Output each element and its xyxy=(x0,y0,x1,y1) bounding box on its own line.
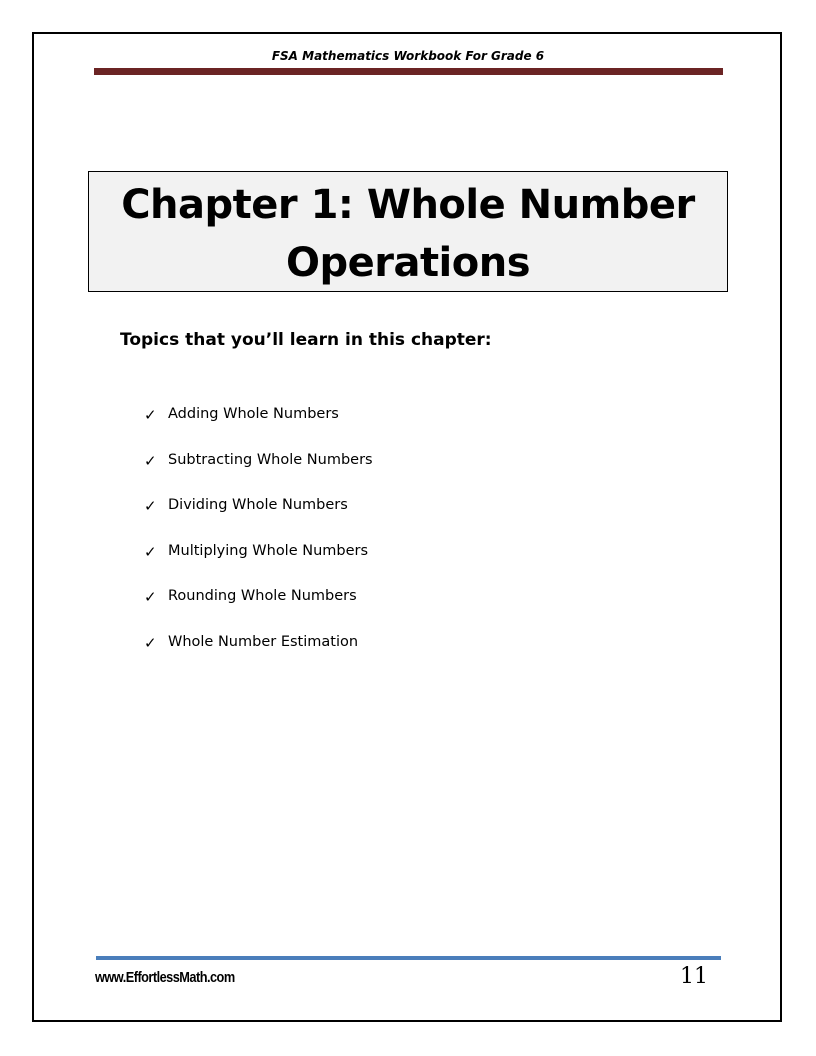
checkmark-icon: ✓ xyxy=(144,588,157,606)
topic-label: Dividing Whole Numbers xyxy=(168,497,348,513)
checkmark-icon: ✓ xyxy=(144,633,157,652)
topic-item-dividing xyxy=(144,497,373,543)
header-title: FSA Mathematics Workbook For Grade 6 xyxy=(271,49,545,63)
checkmark-icon: ✓ xyxy=(144,542,157,561)
page-number: 11 xyxy=(680,964,708,989)
topic-item-multiplying xyxy=(144,543,373,589)
topic-item-adding xyxy=(144,406,373,452)
chapter-title-line-2: Operations xyxy=(285,240,531,286)
chapter-title xyxy=(89,176,727,292)
footer-website: www.EffortlessMath.com xyxy=(95,970,235,986)
topic-label: Whole Number Estimation xyxy=(168,633,359,650)
topic-list xyxy=(144,406,373,679)
checkmark-icon: ✓ xyxy=(144,497,157,515)
topic-item-subtracting xyxy=(144,452,373,498)
checkmark-icon: ✓ xyxy=(144,406,157,424)
chapter-title-box xyxy=(88,171,728,292)
topic-label: Subtracting Whole Numbers xyxy=(168,451,373,468)
header-divider xyxy=(94,68,723,75)
topics-heading: Topics that you’ll learn in this chapter: xyxy=(120,330,492,350)
topic-label: Adding Whole Numbers xyxy=(168,406,339,422)
checkmark-icon: ✓ xyxy=(144,451,157,470)
topic-label: Multiplying Whole Numbers xyxy=(168,542,369,559)
topic-label: Rounding Whole Numbers xyxy=(168,588,357,604)
topic-item-estimation xyxy=(144,634,373,680)
chapter-title-line-1: Chapter 1: Whole Number xyxy=(121,182,695,228)
footer-divider xyxy=(96,956,721,960)
topic-item-rounding xyxy=(144,588,373,634)
